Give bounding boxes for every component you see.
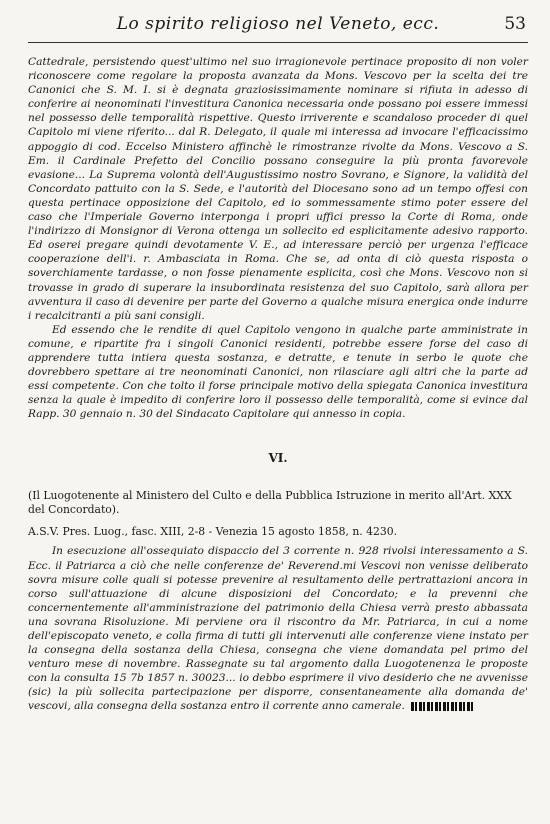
letter-text (28, 544, 528, 713)
library-stamp (411, 702, 473, 711)
running-title: Lo spirito religioso nel Veneto, ecc. (116, 14, 440, 34)
page (28, 14, 528, 714)
letter-body: In esecuzione all'ossequiato dispaccio del 3 corrente n. 928 rivolsi interessamento a S. Ecc. il Patriarca a ciò che nelle conferenze de' Reverend.mi Vescovi non venisse deliberato sovra misure colle quali si potesse prevenire al resultamento delle pertrattazioni ancora in corso sull'attuazione di alcune disposizioni del Concordato; e la prevenni che concernentemente all'amministrazione del patrimonio della Chiesa verrà presto abbassata una sovrana Risoluzione. Mi perviene ora il riscontro da Mr. Patriarca, in cui a nome dell'episcopato veneto, e colla firma di tutti gli intervenuti alle conferenze viene instato per la consegna della sostanza della Chiesa, consegna che viene domandata pel primo del venturo mese di novembre. Rassegnate su tal argomento dalla Luogotenenza le proposte con la consulta 15 7b 1857 n. 30023... io debbo esprimere il vivo desiderio che ne avvenisse (sic) la più sollecita partecipazione per disporre, consentaneamente alla domanda de' vescovi, alla consegna della sostanza entro il corrente anno camerale. (28, 545, 528, 713)
main-text (28, 55, 528, 421)
document-title: (Il Luogotenente al Ministero del Culto e della Pubblica Istruzione in merito all'Art. XXX del Concordato). (28, 489, 512, 517)
paragraph-2: Ed essendo che le rendite di quel Capitolo vengono in qualche parte amministrate in comune, e ripartite fra i singoli Canonici residenti, potrebbe essere forse del caso di apprendere tutta intiera questa sostanza, e detratte, e tenute in serbo le quote che dovrebbero spettare ai tre neonominati Canonici, non rilasciare agli altri che la parte ad essi competente. Con che tolto il forse principale motivo della spiegata Canonica investitura senza la quale è impedito di conferire loro il possesso delle temporalità, come si evince dal Rapp. 30 gennaio n. 30 del Sindacato Capitolare qui annesso in copia. (28, 323, 528, 421)
archival-reference: A.S.V. Pres. Luog., fasc. XIII, 2-8 - Venezia 15 agosto 1858, n. 4230. (28, 525, 398, 539)
page-number: 53 (504, 14, 526, 34)
paragraph-1: Cattedrale, persistendo quest'ultimo nel suo irragionevole pertinace proposito di non voler riconoscere come regolare la proposta avanzata da Mons. Vescovo per la scelta dei tre Canonici che S. M. I. si è degnata graziosissimamente nominare si rifiuta in adesso di conferire ai neonominati l'investitura Canonica necessaria onde possano poi essere immessi nel possesso delle temporalità rispettive. Questo irriverente e scandaloso proceder di quel Capitolo mi viene riferito... dal R. Delegato, il quale mi interessa ad invocare l'efficacissimo appoggio di cod. Eccelso Ministero affinchè le rimostranze rivolte da Mons. Vescovo a S. Em. il Cardinale Prefetto del Concilio possano conseguire la più pronta favorevole evasione... La Suprema volontà dell'Augustissimo nostro Sovrano, e Signore, la validità del Concordato pattuito con la S. Sede, e l'autorità del Diocesano sono ad un tempo offesi con questa pertinace opposizione del Capitolo, ed io sommessamente stimo poter essere del caso che l'Imperiale Governo interponga i propri uffici presso la Corte di Roma, onde l'indirizzo di Monsignor di Verona ottenga un sollecito ed esplicitamente adesivo rapporto. Ed oserei pregare quindi devotamente V. E., ad interessare perciò per urgenza l'efficace cooperazione dell'i. r. Ambasciata in Roma. Che se, ad onta di ciò questa risposta o soverchiamente tardasse, o non fosse pienamente esplicita, così che Mons. Vescovo non si trovasse in grado di superare la insubordinata resistenza del suo Capitolo, sarà allora per avventura il caso di devenire per parte del Governo a qualche misura energica onde indurre i recalcitranti a più sani consigli. (28, 56, 528, 322)
section-number: VI. (268, 451, 288, 466)
running-header (28, 14, 528, 43)
